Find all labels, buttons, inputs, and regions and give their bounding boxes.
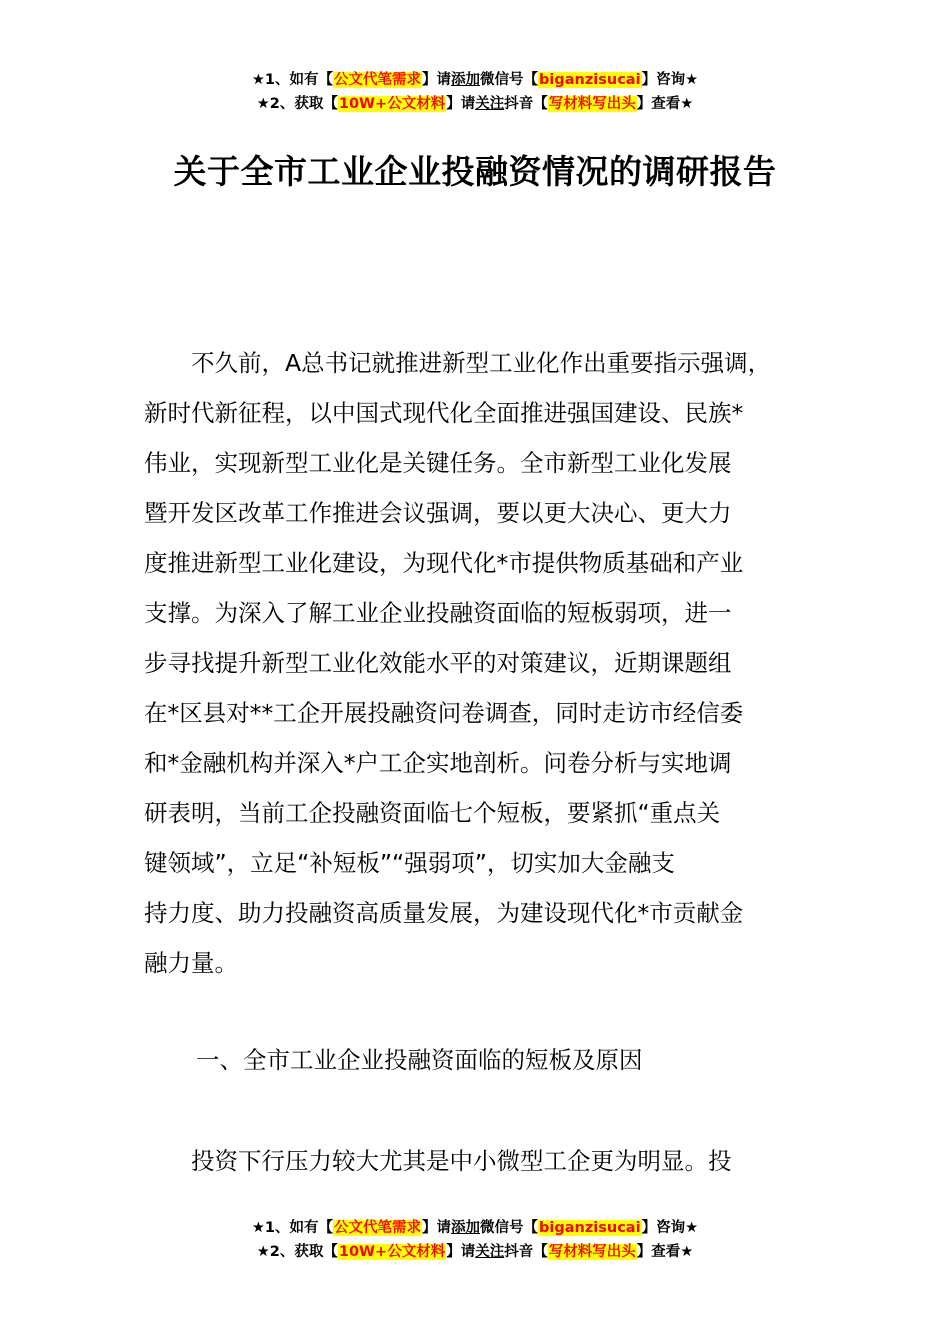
promo-line-1 (0, 68, 950, 92)
text-line: 键领域”，立足“补短板”“强弱项”，切实加大金融支 (144, 849, 675, 877)
promo-text: ★1、如有【 (251, 1220, 334, 1236)
section-heading-1: 一、全市工业企业投融资面临的短板及原因 (196, 1046, 643, 1074)
text-line: 和*金融机构并深入*户工企实地剖析。问卷分析与实地调 (144, 749, 732, 777)
promo-text: 】咨询★ (641, 1220, 699, 1236)
promo-line-2 (0, 92, 950, 116)
paragraph-section-1 (144, 1136, 816, 1186)
promo-highlight: biganzisucai (539, 72, 641, 88)
promo-line-1 (0, 1216, 950, 1240)
document-title: 关于全市工业企业投融资情况的调研报告 (173, 152, 777, 191)
text-line: 融力量。 (144, 949, 238, 977)
text-line: 支撑。为深入了解工业企业投融资面临的短板弱项，进一 (144, 599, 732, 627)
promo-text: 】咨询★ (641, 72, 699, 88)
promo-text: 微信号【 (480, 1220, 539, 1236)
text-line: 暨开发区改革工作推进会议强调，要以更大决心、更大力 (144, 499, 732, 527)
paragraph-intro (144, 338, 816, 988)
text-line: 度推进新型工业化建设，为现代化*市提供物质基础和产业 (144, 549, 744, 577)
text-line: 研表明，当前工企投融资面临七个短板，要紧抓“重点关 (144, 799, 721, 827)
text-line: 不久前，A总书记就推进新型工业化作出重要指示强调， (144, 349, 772, 377)
promo-text: 】请 (446, 96, 476, 112)
promo-underlined: 添加 (451, 1220, 481, 1236)
promo-text: ★2、获取【 (256, 1244, 338, 1260)
promo-highlight: 公文代笔需求 (334, 1220, 422, 1236)
promo-highlight: 写材料写出头 (548, 1244, 636, 1260)
promo-text: 】查看★ (636, 96, 694, 112)
text-line: 在*区县对**工企开展投融资问卷调查，同时走访市经信委 (144, 699, 744, 727)
promo-text: 抖音【 (504, 1244, 548, 1260)
promo-text: 】查看★ (636, 1244, 694, 1260)
text-line: 新时代新征程，以中国式现代化全面推进强国建设、民族* (144, 399, 744, 427)
promo-underlined: 关注 (475, 96, 505, 112)
promo-highlight: 10W+公文材料 (338, 96, 446, 112)
text-line: 持力度、助力投融资高质量发展，为建设现代化*市贡献金 (144, 899, 744, 927)
text-line: 步寻找提升新型工业化效能水平的对策建议，近期课题组 (144, 649, 732, 677)
promo-text: 】请 (446, 1244, 476, 1260)
promo-text: 微信号【 (480, 72, 539, 88)
promo-text: 】请 (422, 72, 452, 88)
text-line: 投资下行压力较大尤其是中小微型工企更为明显。投 (144, 1147, 732, 1175)
promo-underlined: 关注 (475, 1244, 505, 1260)
promo-banner-bottom (0, 1216, 950, 1264)
promo-line-2 (0, 1240, 950, 1264)
promo-text: 】请 (422, 1220, 452, 1236)
promo-text: 抖音【 (504, 96, 548, 112)
promo-highlight: biganzisucai (539, 1220, 641, 1236)
promo-underlined: 添加 (451, 72, 481, 88)
promo-highlight: 公文代笔需求 (334, 72, 422, 88)
promo-highlight: 10W+公文材料 (338, 1244, 446, 1260)
text-line: 伟业，实现新型工业化是关键任务。全市新型工业化发展 (144, 449, 732, 477)
promo-text: ★2、获取【 (256, 96, 338, 112)
promo-text: ★1、如有【 (251, 72, 334, 88)
promo-highlight: 写材料写出头 (548, 96, 636, 112)
promo-banner-top (0, 68, 950, 116)
